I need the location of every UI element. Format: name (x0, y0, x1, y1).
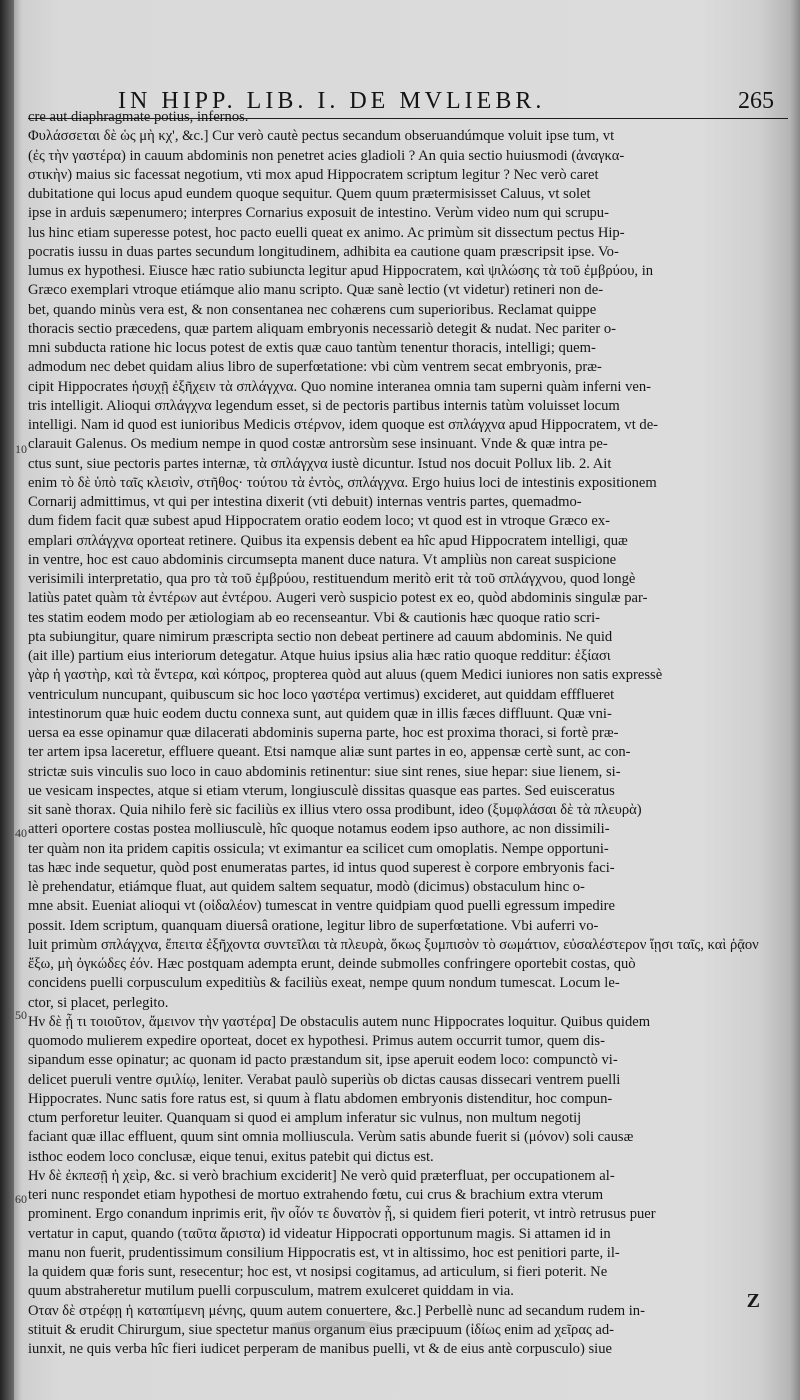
text-line: ctum perforetur leuiter. Quanquam si quod ei amplum inferatur sic vulnus, non multum negotij (28, 1110, 582, 1126)
text-line: enim τὸ δὲ ὑπὸ ταῖς κλεισὶν, στῆθος· τούτου τὰ ἐντὸς, σπλάγχνα. Ergo huius loci de intestinis expositionem (28, 474, 657, 491)
page-gutter-shadow (0, 0, 14, 1400)
text-line: cipit Hippocrates ἡσυχῇ ἐξῆχειν τὰ σπλάγχνα. Quo nomine interanea omnia tam superni quàm inferni ven- (28, 378, 651, 395)
text-line: Cornarij admittimus, vt qui per intestina dixerit (vti debuit) internas ventris partes, quemadmo- (28, 494, 582, 510)
text-line: bet, quando minùs vera est, & non consentanea nec cohærens cum superioribus. Reclamat quippe (28, 301, 597, 318)
text-line: ipse in arduis sæpenumero; interpres Cornarius exposuit de intestino. Verùm video num qui scrupu- (28, 205, 609, 222)
text-line: in ventre, hoc est cauo abdominis circumsepta manent duce natura. Vt ampliùs non careat suspicione (28, 551, 617, 568)
text-line: Ην δὲ ἐκπεσῇ ἡ χεὶρ, &c. si verò brachium exciderit] Ne verò quid præterfluat, per occupationem al- (28, 1167, 615, 1184)
text-line: pta subiungitur, quare nimirum præscripta sectio non debeat pertinere ad cauum abdominis. Ne quid (28, 628, 613, 645)
running-title: IN HIPP. LIB. I. DE MVLIEBR. (118, 88, 546, 114)
text-line: admodum nec debet quidam alius libro de superfœtatione: vbi cùm ventrem secat embryonis, præ- (28, 359, 602, 376)
text-line: strictæ suis vinculis suo loco in cauo abdominis retinentur: siue sint renes, siue hepar: siue lienem, si- (28, 763, 621, 780)
text-line: Οταν δὲ στρέφῃ ἡ καταπίμενη μένης, quum autem conuertere, &c.] Perbellè nunc ad secandum rudem in- (28, 1302, 645, 1319)
margin-line-number: 10 (15, 442, 27, 456)
text-line: clarauit Galenus. Os medium nempe in quod costæ antrorsùm sese insinuant. Vnde & quæ intra pe- (28, 436, 608, 453)
margin-line-number: 60 (15, 1192, 27, 1206)
text-line: dubitatione qui locus apud eundem quoque sequitur. Quem quum prætermisisset Caluus, vt solet (28, 186, 591, 202)
text-line: γὰρ ἡ γαστὴρ, καὶ τὰ ἔντερα, καὶ κόπρος, propterea quòd aut aluus (quem Medici iuniores non satis expressè (28, 667, 663, 684)
text-line: ventriculum nuncupant, quibuscum sic hoc loco γαστέρα vertimus) excideret, aut quiddam effflueret (28, 686, 615, 703)
text-line: atteri oportere costas postea molliusculè, hîc quoque notamus eodem ipso authore, ac non dissimili- (28, 821, 610, 838)
text-line: concidens puelli corpusculum expeditiùs & faciliùs exeat, nempe quum nondum tumescat. Locum le- (28, 975, 620, 992)
text-line: tris intelligit. Alioqui σπλάγχνα legendum esset, si de pectoris partibus internis tatùm voluisset locum (28, 397, 620, 414)
text-line: mni subducta ratione hic locus potest de extis quæ cauo tantùm tenentur thoracis, intelligi; quem- (28, 340, 596, 356)
text-line: (ait ille) partium eius interiorum detegatur. Atque huius ipsius alia hæc ratio quoque redditur: ἐξίασι (28, 648, 611, 664)
text-line: uersa ea esse opinamur quæ dilacerati abdominis superna parte, hoc est proxima thoraci, si fortè præ- (28, 725, 619, 741)
text-line: possit. Idem scriptum, quanquam diuersâ oratione, legitur libro de superfœtatione. Vbi auferri vo- (28, 917, 599, 934)
text-line: tas hæc inde sequetur, quòd post enumeratas partes, id intus quod superest è corpore embryonis faci- (28, 859, 615, 876)
text-line: lus hinc etiam superesse potest, hoc pacto euelli queat ex animo. Ac primùm sit dissectum pectus Hip- (28, 224, 625, 241)
text-line: pocratis iussu in duas partes secundum longitudinem, adhibita ea cautione quam præscripsit ipse. Vo- (28, 243, 619, 260)
page-number: 265 (738, 88, 774, 114)
text-line: teri nunc respondet etiam hypothesi de mortuo extrahendo fœtu, cui crus & brachium extra vterum (28, 1187, 604, 1203)
commentary-text (28, 108, 788, 1359)
text-line: στικὴν) maius sic facessat negotium, vti mox apud Hippocratem scriptum legitur ? Nec verò caret (28, 166, 599, 183)
text-line: cre aut diaphragmate potius, infernos. (28, 109, 249, 125)
text-line: iunxit, ne quis verba hîc fieri iudicet perperam de manibus puelli, vt & de eius antè corpusculo) siue (28, 1341, 612, 1357)
margin-line-number: 50 (15, 1008, 27, 1022)
text-line: Ην δὲ ᾖ τι τοιοῦτον, ἄμεινον τὴν γαστέρα] De obstaculis autem nunc Hippocrates loquitur. Quibus quidem (28, 1013, 651, 1030)
text-line: latiùs patet quàm τὰ ἐντέρων aut ἐντέρου. Augeri verò suspicio potest ex eo, quòd abdominis singulæ par- (28, 590, 648, 607)
text-line: isthoc eodem loco conclusæ, eique tenui, exitus patebit qui dictus est. (28, 1148, 434, 1165)
ink-smudge (290, 1320, 380, 1330)
text-line: vertatur in caput, quando (ταῦτα ἄριστα) id videatur Hippocrati opportunum magis. Si attamen id in (28, 1225, 611, 1242)
text-line: mne absit. Eueniat alioqui vt (οἰδαλέον) tumescat in ventre quidpiam quod puelli egressum impedire (28, 898, 616, 915)
text-line: ue vesicam inspectes, atque si etiam vterum, longiusculè dissitas quasque eas partes. Sed euisceratus (28, 782, 615, 799)
text-line: ter artem ipsa laceretur, effluere queant. Etsi namque aliæ sunt partes in eo, appensæ certè sunt, ac con- (28, 744, 631, 761)
text-line: faciant quæ illac effluent, quum sint omnia molliuscula. Verùm satis abunde fuerit si (μόνον) soli causæ (28, 1129, 634, 1146)
margin-line-number: 40 (15, 826, 27, 840)
text-line: delicet pueruli ventre σμιλίῳ, leniter. Verabat paulò superiùs ob dictas causas dissecari ventrem puelli (28, 1071, 621, 1088)
text-line: emplari σπλάγχνα oporteat retinere. Quibus ita expensis debent ea hîc apud Hippocratem intelligi, quæ (28, 532, 628, 549)
text-line: manu non fuerit, prudentissimum consilium Hippocratis est, vt in altissimo, hoc est penitiori parte, il- (28, 1244, 620, 1261)
text-line: ctor, si placet, perlegito. (28, 994, 169, 1011)
text-line: thoracis sectio præcedens, quæ partem aliquam embryonis necessariò detegit & nudat. Nec pariter o- (28, 320, 617, 337)
text-line: ἔξω, μὴ ὀγκώδες ἐόν. Hæc postquam adempta erunt, deinde submolles confringere oportebit costas, quò (28, 956, 636, 972)
text-line: verisimili interpretatio, qua pro τὰ τοῦ ἐμβρύου, restituendum meritò erit τὰ τοῦ σπλάγχνου, quod longè (28, 571, 636, 587)
text-line: Hippocrates. Nunc satis fore ratus est, si quum à flatu abdomen embryonis distenditur, hoc compun- (28, 1090, 613, 1107)
text-line: ter quàm non ita pridem capitis ossicula; vt eximantur ea scilicet cum omoplatis. Nempe opportuni- (28, 840, 609, 857)
text-line: lè prehendatur, etiámque fluat, aut quidem saltem sequatur, modò (dicimus) obstaculum hinc o- (28, 879, 585, 895)
text-line: luit primùm σπλάγχνα, ἔπειτα ἐξῆχοντα συντεῖλαι τὰ πλευρὰ, ὅκως ξυμπισὸν τὸ σωμάτιον, εὐσαλέστερον ἴῃσι ταῖς, καὶ ῥᾷον (28, 936, 759, 953)
text-line: la quidem quæ foris sunt, resecentur; hoc est, vt nosipsi cogitamus, ad articulum, si fieri poterit. Ne (28, 1264, 608, 1280)
text-line: Φυλάσσεται δὲ ὡς μὴ κχ', &c.] Cur verò cautè pectus secandum obseruandúmque voluit ipse tum, vt (28, 128, 615, 145)
text-line: quum abstraheretur mutilum puelli corpusculum, matrem exulceret quiddam in via. (28, 1283, 514, 1300)
text-line: quomodo mulierem expedire oporteat, docet ex hypothesi. Primus autem occurrit tumor, quem dis- (28, 1033, 605, 1049)
text-line: stituit & erudit Chirurgum, siue spectetur manus organum eius præcipuum (ἰδίως enim ad χεῖρας ad- (28, 1321, 615, 1338)
text-line: intelligi. Nam id quod est iunioribus Medicis στέρνον, idem quoque est σπλάγχνα apud Hippocratem, vt de- (28, 417, 659, 433)
text-line: tes statim eodem modo per ætiologiam ab eo recenseantur. Vbi & cautionis hæc quoque ratio scri- (28, 609, 600, 626)
text-line: sit sanè thorax. Quia nihilo ferè sic faciliùs ex illius vtero ossa prodibunt, ideo (ξυμφλάσαι δὲ τὰ πλευρὰ) (28, 802, 642, 818)
text-line: ctus sunt, siue pectoris partes internæ, τὰ σπλάγχνα iustè dicuntur. Istud nos docuit Pollux lib. 2. Ait (28, 455, 612, 472)
text-line: intestinorum quæ huic eodem ductu connexa sunt, aut quidem quæ in illis fæces diffluunt. Quæ vni- (28, 705, 612, 722)
text-line: prominent. Ergo conandum inprimis erit, ἢν οἷόν τε δυνατὸν ᾖ, si quidem fieri poterit, vt intrò retrusus puer (28, 1206, 656, 1223)
text-line: Græco exemplari vtroque etiámque alio manu scripto. Quæ sanè lectio (vt videtur) retineri non de- (28, 282, 604, 299)
text-line: sipandum esse opinatur; ac quonam id pacto præstandum sit, ipse aperuit eodem loco: compunctò vi- (28, 1052, 618, 1069)
signature-mark: Z (746, 1290, 760, 1312)
text-line: lumus ex hypothesi. Eiusce hæc ratio subiuncta legitur apud Hippocratem, καὶ ψιλώσης τὰ τοῦ ἐμβρύου, in (28, 263, 654, 279)
text-line: dum fidem facit quæ subest apud Hippocratem oratio eodem loco; vt quod est in vtroque Græco ex- (28, 513, 610, 530)
text-line: (ἐς τὴν γαστέρα) in cauum abdominis non penetret acies gladioli ? An quia sectio huiusmodi (ἀναγκα- (28, 147, 625, 164)
